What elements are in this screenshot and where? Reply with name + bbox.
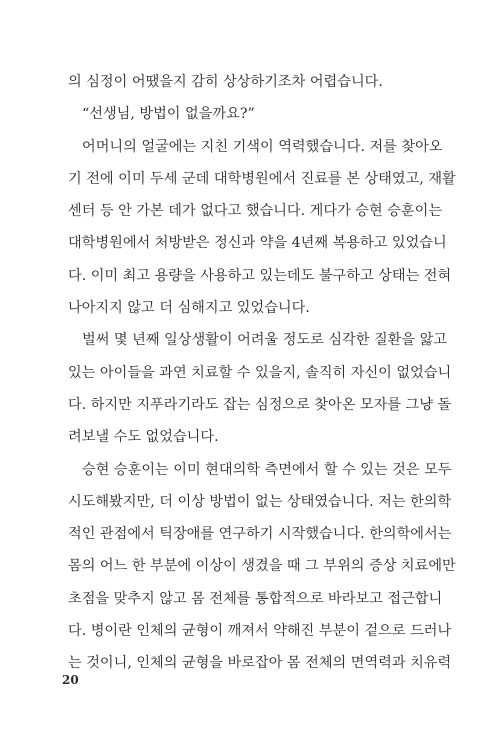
text-line: 몸의 어느 한 부분에 이상이 생겼을 때 그 부위의 증상 치료에만: [68, 558, 456, 575]
text-line: 는 것이니, 인체의 균형을 바로잡아 몸 전체의 면역력과 치유력: [68, 655, 452, 672]
text-line: 나아지지 않고 더 심해지고 있었습니다.: [68, 300, 310, 317]
text-line: 초점을 맞추지 않고 몸 전체를 통합적으로 바라보고 접근합니: [68, 590, 443, 607]
text-line: 센터 등 안 가본 데가 없다고 했습니다. 게다가 승현 승훈이는: [68, 203, 443, 220]
text-line: 어머니의 얼굴에는 지친 기색이 역력했습니다. 저를 찾아오: [82, 138, 443, 155]
text-line: 다. 하지만 지푸라기라도 잡는 심정으로 찾아온 모자를 그냥 돌: [68, 396, 452, 413]
body-text: [68, 66, 456, 680]
page-number: 20: [62, 673, 79, 687]
text-line: 시도해봤지만, 더 이상 방법이 없는 상태였습니다. 저는 한의학: [68, 493, 452, 510]
text-line: 다. 병이란 인체의 균형이 깨져서 약해진 부분이 겉으로 드러나: [68, 623, 452, 640]
text-line: “선생님, 방법이 없을까요?”: [82, 106, 255, 123]
text-line: 대학병원에서 처방받은 정신과 약을 4년째 복용하고 있었습니: [68, 235, 447, 252]
text-line: 다. 이미 최고 용량을 사용하고 있는데도 불구하고 상태는 전혀: [68, 267, 452, 284]
text-line: 의 심정이 어땠을지 감히 상상하기조차 어렵습니다.: [68, 74, 383, 90]
text-line: 있는 아이들을 과연 치료할 수 있을지, 솔직히 자신이 없었습니: [68, 364, 452, 381]
text-line: 적인 관점에서 틱장애를 연구하기 시작했습니다. 한의학에서는: [68, 526, 452, 543]
text-line: 승현 승훈이는 이미 현대의학 측면에서 할 수 있는 것은 모두: [82, 461, 452, 478]
text-line: 벌써 몇 년째 일상생활이 어려울 정도로 심각한 질환을 앓고: [82, 332, 448, 349]
text-line: 기 전에 이미 두세 군데 대학병원에서 진료를 본 상태였고, 재활: [68, 170, 456, 187]
text-line: 려보낼 수도 없었습니다.: [68, 429, 219, 446]
